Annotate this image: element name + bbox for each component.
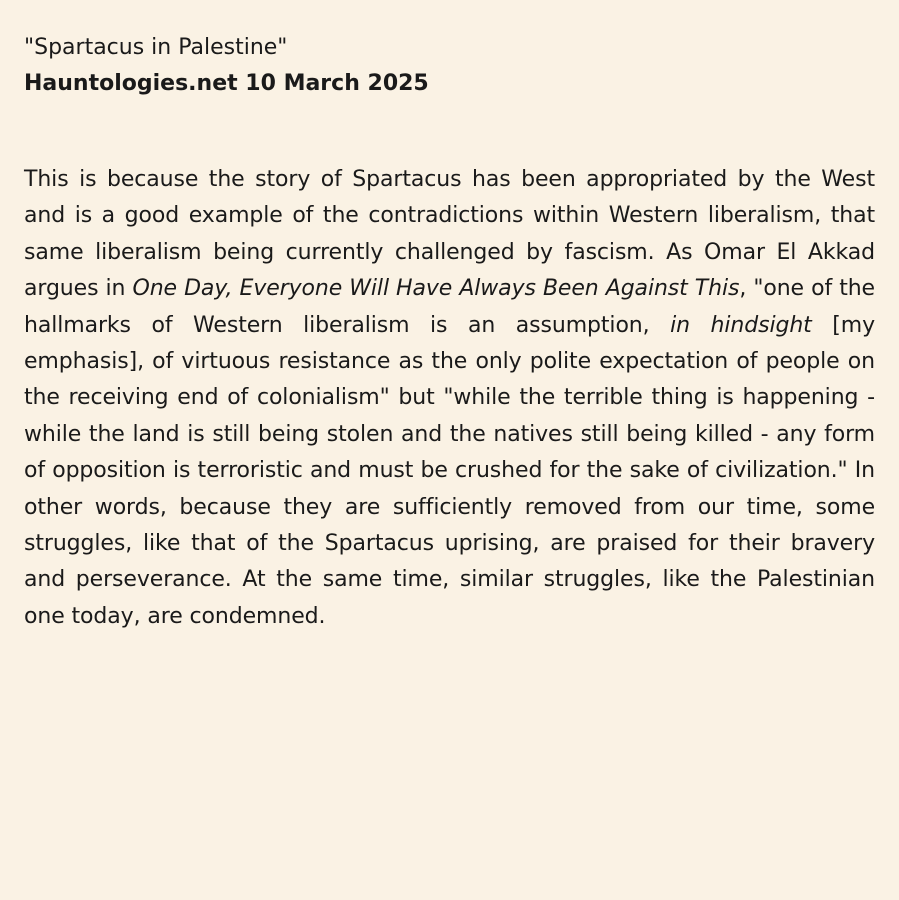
article-source: Hauntologies.net 10 March 2025 xyxy=(24,71,429,96)
quote-text-part-2: , "one of the hallmarks of Western liberalism is an assumption, xyxy=(24,276,875,338)
quote-text-part-3: [my emphasis], of virtuous resistance as the only polite expectation of people on the receiving end of colonialism" but "while the terrible thing is happening - while the land is still being stolen and the natives still being killed - any form of opposition is terroristic and must be crushed for the sake of civilization." In other words, because they are sufficiently removed from our time, some struggles, like that of the Spartacus uprising, are praised for their bravery and perseverance. At the same time, similar struggles, like the Palestinian one today, are condemned. xyxy=(24,312,875,629)
quote-paragraph xyxy=(24,162,875,635)
article-title: "Spartacus in Palestine" xyxy=(24,35,288,60)
quote-text-part-1: This is because the story of Spartacus has been appropriated by the West and is a good example of the contradictions within Western liberalism, that same liberalism being currently challenged by fascism. As Omar El Akkad argues in xyxy=(24,167,875,302)
book-title: One Day, Everyone Will Have Always Been Against This xyxy=(132,276,740,302)
emphasis-text: in hindsight xyxy=(670,312,812,338)
